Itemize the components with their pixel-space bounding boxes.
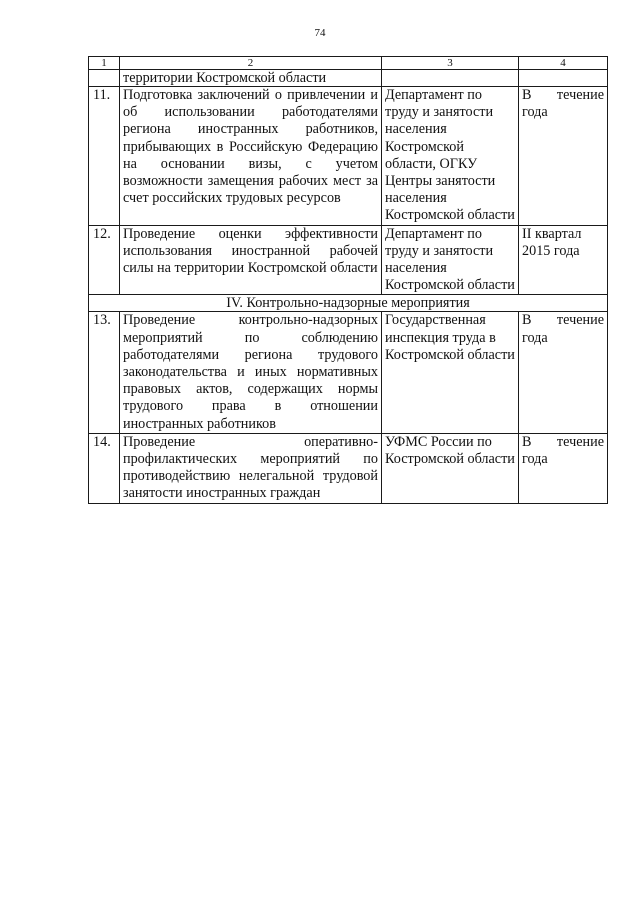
executor-text: Государственная инспекция труда в Костромской области	[382, 312, 519, 433]
section-heading: IV. Контрольно-надзорные мероприятия	[89, 295, 608, 312]
table-row-11	[89, 87, 608, 226]
term-text: В течение года	[519, 312, 608, 433]
measures-table	[88, 56, 608, 504]
table-row-12	[89, 225, 608, 295]
column-number-4: 4	[519, 57, 608, 70]
continuation-row	[89, 70, 608, 87]
term-text: В течение года	[519, 433, 608, 503]
executor-text: УФМС России по Костромской области	[382, 433, 519, 503]
column-number-1: 1	[89, 57, 120, 70]
table-row-14	[89, 433, 608, 503]
section-heading-row	[89, 295, 608, 312]
table-row-13	[89, 312, 608, 433]
row-number: 13.	[89, 312, 120, 433]
executor-text: Департамент по труду и занятости населения Костромской области	[382, 225, 519, 295]
row-number: 11.	[89, 87, 120, 226]
row-number: 14.	[89, 433, 120, 503]
column-number-2: 2	[120, 57, 382, 70]
measure-text: Подготовка заключений о привлечении и об использовании работодателями региона иностранных работников, прибывающих в Российскую Федерацию на основании визы, с учетом возможности замещения рабочих мест за счет российских трудовых ресурсов	[120, 87, 382, 226]
column-number-row	[89, 57, 608, 70]
measure-text: Проведение контрольно-надзорных мероприятий по соблюдению работодателями региона трудового законодательства и иных нормативных правовых актов, содержащих нормы трудового права в отношении иностранных работников	[120, 312, 382, 433]
term-text: II квартал 2015 года	[519, 225, 608, 295]
row-number: 12.	[89, 225, 120, 295]
executor-text: Департамент по труду и занятости населения Костромской области, ОГКУ Центры занятости населения Костромской области	[382, 87, 519, 226]
continuation-text: территории Костромской области	[120, 70, 382, 87]
measure-text: Проведение оценки эффективности использования иностранной рабочей силы на территории Костромской области	[120, 225, 382, 295]
column-number-3: 3	[382, 57, 519, 70]
term-text: В течение года	[519, 87, 608, 226]
measure-text: Проведение оперативно-профилактических мероприятий по противодействию нелегальной трудовой занятости иностранных граждан	[120, 433, 382, 503]
page-number: 74	[314, 27, 326, 39]
